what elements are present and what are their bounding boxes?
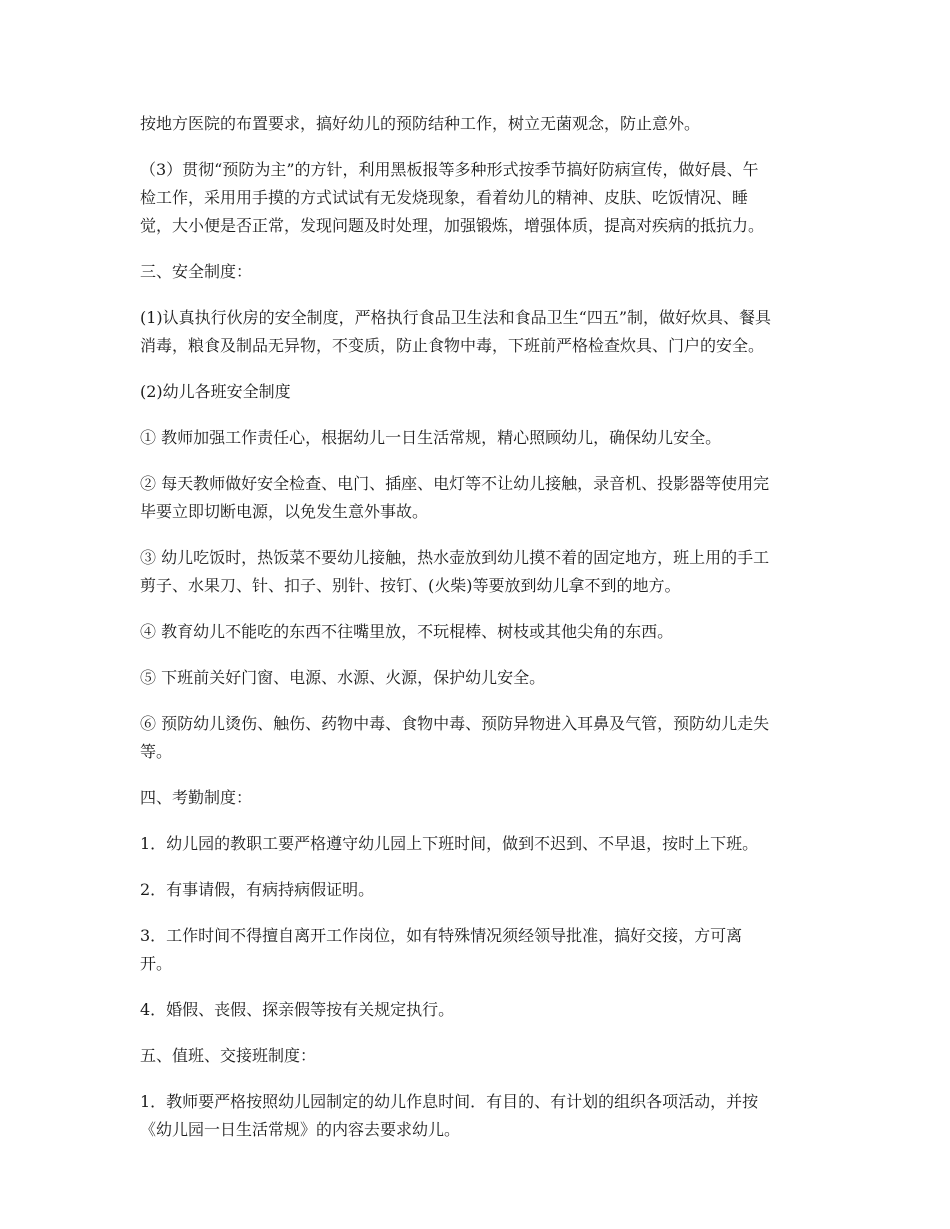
list-item-3	[140, 544, 815, 600]
text-line: ② 每天教师做好安全检查、电门、插座、电灯等不让幼儿接触，录音机、投影器等使用完	[140, 474, 770, 493]
attendance-item-2	[140, 876, 815, 904]
text-line: （3）贯彻“预防为主”的方针，利用黑板报等多种形式按季节搞好防病宣传，做好晨、午	[140, 160, 759, 179]
text-line: 4．婚假、丧假、探亲假等按有关规定执行。	[140, 1000, 455, 1019]
text-line: 剪子、水果刀、针、扣子、别针、按钉、(火柴)等要放到幼儿拿不到的地方。	[140, 576, 681, 595]
duty-item-1	[140, 1088, 815, 1144]
list-item-6	[140, 710, 815, 766]
document-page	[140, 110, 815, 1162]
text-line: 消毒，粮食及制品无异物，不变质，防止食物中毒，下班前严格检查炊具、门户的安全。	[140, 336, 765, 355]
attendance-item-3	[140, 922, 815, 978]
text-line: 1．幼儿园的教职工要严格遵守幼儿园上下班时间，做到不迟到、不早退，按时上下班。	[140, 834, 759, 853]
list-item-1	[140, 424, 815, 452]
paragraph-4	[140, 304, 815, 360]
attendance-item-1	[140, 830, 815, 858]
paragraph-2	[140, 156, 815, 240]
text-line: ③ 幼儿吃饭时，热饭菜不要幼儿接触，热水壶放到幼儿摸不着的固定地方，班上用的手工	[140, 548, 770, 567]
section-heading-attendance	[140, 784, 815, 812]
text-line: ④ 教育幼儿不能吃的东西不往嘴里放，不玩棍棒、树枝或其他尖角的东西。	[140, 622, 674, 641]
section-heading-safety	[140, 258, 815, 286]
subheading-class-safety	[140, 378, 815, 406]
text-line: 1．教师要严格按照幼儿园制定的幼儿作息时间．有目的、有计划的组织各项活动，并按	[140, 1092, 759, 1111]
text-line: 开。	[140, 954, 173, 973]
text-line: 五、值班、交接班制度：	[140, 1046, 317, 1065]
text-line: 等。	[140, 742, 173, 761]
text-line: ① 教师加强工作责任心，根据幼儿一日生活常规，精心照顾幼儿，确保幼儿安全。	[140, 428, 722, 447]
text-line: 四、考勤制度：	[140, 788, 253, 807]
text-line: ⑤ 下班前关好门窗、电源、水源、火源，保护幼儿安全。	[140, 668, 546, 687]
section-heading-duty	[140, 1042, 815, 1070]
list-item-2	[140, 470, 815, 526]
text-line: 三、安全制度：	[140, 262, 253, 281]
attendance-item-4	[140, 996, 815, 1024]
text-line: 《幼儿园一日生活常规》的内容去要求幼儿。	[140, 1120, 461, 1139]
list-item-4	[140, 618, 815, 646]
list-item-5	[140, 664, 815, 692]
text-line: 3．工作时间不得擅自离开工作岗位，如有特殊情况须经领导批准，搞好交接，方可离	[140, 926, 743, 945]
text-line: (1)认真执行伙房的安全制度，严格执行食品卫生法和食品卫生“四五”制，做好炊具、餐具	[140, 308, 772, 327]
text-line: 觉，大小便是否正常，发现问题及时处理，加强锻炼，增强体质，提高对疾病的抵抗力。	[140, 216, 765, 235]
text-line: 检工作，采用用手摸的方式试试有无发烧现象，看着幼儿的精神、皮肤、吃饭情况、睡	[140, 188, 749, 207]
text-line: ⑥ 预防幼儿烫伤、触伤、药物中毒、食物中毒、预防异物进入耳鼻及气管，预防幼儿走失	[140, 714, 770, 733]
text-line: 毕要立即切断电源，以免发生意外事故。	[140, 502, 429, 521]
text-line: (2)幼儿各班安全制度	[140, 382, 291, 401]
text-line: 2．有事请假，有病持病假证明。	[140, 880, 375, 899]
paragraph-1	[140, 110, 815, 138]
text-line: 按地方医院的布置要求，搞好幼儿的预防结种工作，树立无菌观念，防止意外。	[140, 114, 701, 133]
